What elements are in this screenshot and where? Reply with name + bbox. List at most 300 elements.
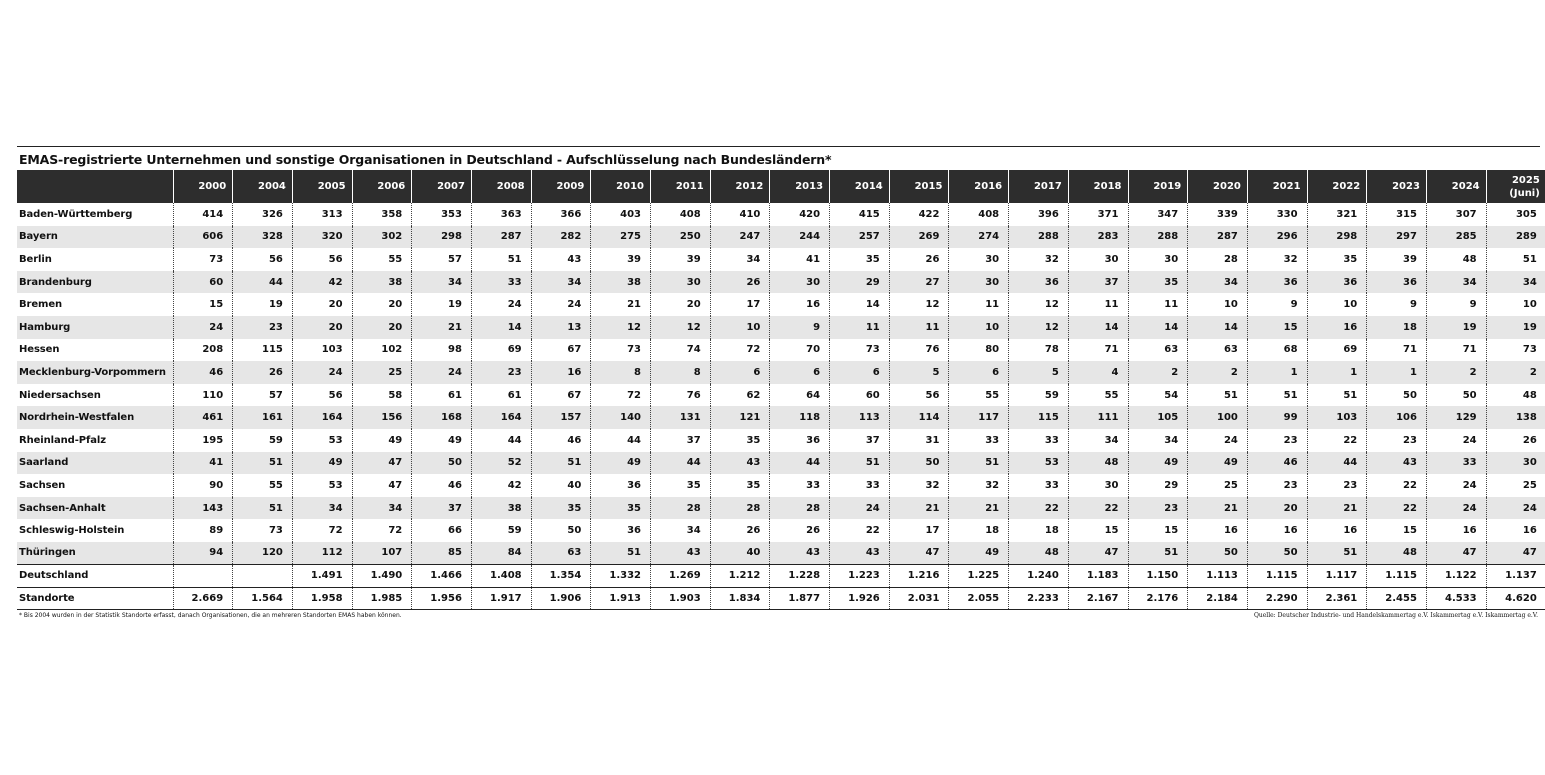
table-cell: 164: [471, 406, 531, 429]
table-cell: 14: [1188, 316, 1248, 339]
year-label: 2013: [795, 181, 824, 192]
table-cell: 51: [1307, 384, 1367, 407]
table-cell: 55: [233, 474, 293, 497]
header-cell-year: [352, 170, 412, 203]
table-cell: 20: [1247, 497, 1307, 520]
table-cell: 56: [292, 248, 352, 271]
table-cell: 60: [830, 384, 890, 407]
table-cell: 114: [889, 406, 949, 429]
table-cell: 46: [412, 474, 472, 497]
table-cell: 55: [352, 248, 412, 271]
table-row: [17, 406, 1545, 429]
table-cell: 353: [412, 203, 472, 226]
table-cell: 287: [471, 226, 531, 249]
table-cell: 29: [830, 271, 890, 294]
table-cell: 23: [1247, 474, 1307, 497]
table-cell: 36: [1367, 271, 1427, 294]
year-note: (Juni): [1509, 187, 1540, 199]
table-cell: 44: [1307, 452, 1367, 475]
table-cell: 37: [412, 497, 472, 520]
table-cell: 50: [889, 452, 949, 475]
table-cell: 1.113: [1188, 565, 1248, 588]
table-cell: 25: [352, 361, 412, 384]
header-cell-year: [770, 170, 830, 203]
table-cell: 46: [531, 429, 591, 452]
table-cell: 315: [1367, 203, 1427, 226]
row-label: Schleswig-Holstein: [19, 525, 125, 537]
table-row: [17, 226, 1545, 249]
table-cell: 34: [1128, 429, 1188, 452]
year-label: 2025: [1511, 174, 1540, 186]
table-cell: 298: [412, 226, 472, 249]
table-cell: 51: [830, 452, 890, 475]
table-cell: 49: [949, 542, 1009, 565]
table-cell: 51: [1307, 542, 1367, 565]
table-cell: 31: [889, 429, 949, 452]
table-cell: 313: [292, 203, 352, 226]
table-cell: 50: [412, 452, 472, 475]
table-cell: 36: [591, 474, 651, 497]
table-cell: 1: [1247, 361, 1307, 384]
table-cell: 403: [591, 203, 651, 226]
table-cell: 33: [471, 271, 531, 294]
table-cell: 33: [1009, 474, 1069, 497]
row-label: Rheinland-Pfalz: [19, 434, 106, 446]
table-cell: 12: [1009, 316, 1069, 339]
table-cell: 41: [770, 248, 830, 271]
table-row: [17, 361, 1545, 384]
table-cell: 285: [1426, 226, 1486, 249]
table-cell: 90: [173, 474, 233, 497]
table-cell: 14: [830, 293, 890, 316]
table-cell: 111: [1068, 406, 1128, 429]
year-label: 2019: [1153, 181, 1182, 192]
table-cell: 339: [1188, 203, 1248, 226]
table-cell: 20: [292, 316, 352, 339]
header-cell-year: [1426, 170, 1486, 203]
table-cell: 1.490: [352, 565, 412, 588]
table-row: [17, 339, 1545, 362]
table-cell: 2.455: [1367, 587, 1427, 610]
table-cell: 50: [1188, 542, 1248, 565]
table-cell: 23: [1367, 429, 1427, 452]
table-cell: 23: [1307, 474, 1367, 497]
table-cell: 112: [292, 542, 352, 565]
table-cell: 48: [1367, 542, 1427, 565]
table-cell: 62: [710, 384, 770, 407]
table-cell: 44: [770, 452, 830, 475]
table-cell: 24: [830, 497, 890, 520]
year-label: 2014: [854, 181, 883, 192]
table-cell: 24: [1426, 474, 1486, 497]
table-cell: 49: [352, 429, 412, 452]
table-cell: 44: [233, 271, 293, 294]
table-cell: 14: [1068, 316, 1128, 339]
table-cell: 24: [1188, 429, 1248, 452]
table-cell: 33: [949, 429, 1009, 452]
table-cell: 2.031: [889, 587, 949, 610]
row-label: Standorte: [17, 587, 173, 610]
table-cell: 34: [412, 271, 472, 294]
header-cell-year: [949, 170, 1009, 203]
table-cell: 28: [1188, 248, 1248, 271]
header-row: [17, 170, 1545, 203]
table-cell: 4.620: [1486, 587, 1545, 610]
table-cell: 287: [1188, 226, 1248, 249]
table-cell: 40: [531, 474, 591, 497]
table-cell: 296: [1247, 226, 1307, 249]
table-cell: 28: [770, 497, 830, 520]
table-cell: 26: [889, 248, 949, 271]
table-cell: 10: [949, 316, 1009, 339]
table-cell: 47: [1426, 542, 1486, 565]
table-cell: 32: [949, 474, 1009, 497]
table-cell: 1.332: [591, 565, 651, 588]
table-cell: 49: [1188, 452, 1248, 475]
table-cell: 4: [1068, 361, 1128, 384]
row-label: Sachsen-Anhalt: [17, 497, 173, 520]
table-cell: 48: [1426, 248, 1486, 271]
table-cell: 20: [651, 293, 711, 316]
table-cell: 15: [173, 293, 233, 316]
table-cell: 59: [233, 429, 293, 452]
table-cell: 143: [173, 497, 233, 520]
table-cell: 28: [710, 497, 770, 520]
header-cell-year: [233, 170, 293, 203]
table-cell: 24: [1486, 497, 1545, 520]
table-cell: 36: [1009, 271, 1069, 294]
table-cell: 298: [1307, 226, 1367, 249]
table-cell: 10: [1307, 293, 1367, 316]
table-cell: 19: [412, 293, 472, 316]
year-label: 2020: [1213, 181, 1241, 192]
table-row: [17, 293, 1545, 316]
table-cell: 72: [710, 339, 770, 362]
row-label: Niedersachsen: [19, 389, 101, 401]
table-cell: 34: [531, 271, 591, 294]
table-cell: 1.491: [292, 565, 352, 588]
row-label: Berlin: [19, 253, 52, 265]
table-row: [17, 384, 1545, 407]
table-row: [17, 587, 1545, 610]
table-cell: 1.212: [710, 565, 770, 588]
table-cell: 80: [949, 339, 1009, 362]
table-cell: 43: [651, 542, 711, 565]
table-cell: 22: [1367, 474, 1427, 497]
table-cell: 56: [233, 248, 293, 271]
table-cell: 30: [949, 248, 1009, 271]
emas-table: [17, 170, 1545, 610]
year-label: 2024: [1451, 181, 1480, 192]
table-cell: 68: [1247, 339, 1307, 362]
table-cell: 2: [1188, 361, 1248, 384]
header-cell-year: [1128, 170, 1188, 203]
table-cell: [173, 565, 233, 588]
table-cell: 37: [651, 429, 711, 452]
table-cell: 1.958: [292, 587, 352, 610]
table-cell: 19: [1426, 316, 1486, 339]
table-cell: 19: [1486, 316, 1545, 339]
table-cell: 56: [292, 384, 352, 407]
table-cell: 70: [770, 339, 830, 362]
table-cell: 25: [1486, 474, 1545, 497]
table-cell: 17: [889, 519, 949, 542]
table-cell: 69: [471, 339, 531, 362]
row-label: Bayern: [17, 226, 173, 249]
table-cell: 16: [1426, 519, 1486, 542]
table-row: [17, 248, 1545, 271]
table-cell: 18: [949, 519, 1009, 542]
year-label: 2022: [1332, 181, 1361, 192]
table-cell: 320: [292, 226, 352, 249]
year-label: 2017: [1033, 181, 1062, 192]
table-cell: 35: [830, 248, 890, 271]
table-cell: 84: [471, 542, 531, 565]
table-cell: 21: [1307, 497, 1367, 520]
table-cell: 38: [471, 497, 531, 520]
table-cell: 2.233: [1009, 587, 1069, 610]
header-cell-year: [651, 170, 711, 203]
table-cell: 6: [710, 361, 770, 384]
table-cell: 36: [1307, 271, 1367, 294]
table-cell: 72: [591, 384, 651, 407]
table-cell: 1.906: [531, 587, 591, 610]
row-label: Baden-Württemberg: [19, 208, 133, 220]
table-cell: 43: [710, 452, 770, 475]
table-cell: 16: [1486, 519, 1545, 542]
row-label: Brandenburg: [17, 271, 173, 294]
table-cell: 59: [1009, 384, 1069, 407]
table-cell: 358: [352, 203, 412, 226]
table-cell: 100: [1188, 406, 1248, 429]
table-cell: 305: [1486, 203, 1545, 226]
table-cell: 8: [591, 361, 651, 384]
table-cell: 19: [233, 293, 293, 316]
table-cell: 2.669: [173, 587, 233, 610]
table-cell: 1.913: [591, 587, 651, 610]
header-cell-year: [830, 170, 890, 203]
table-cell: 14: [1128, 316, 1188, 339]
year-label: 2010: [616, 181, 644, 192]
table-cell: 73: [830, 339, 890, 362]
header-cell-year: [1486, 170, 1545, 203]
table-cell: 12: [651, 316, 711, 339]
table-cell: 39: [591, 248, 651, 271]
table-cell: 22: [830, 519, 890, 542]
table-cell: 36: [770, 429, 830, 452]
table-cell: 32: [1247, 248, 1307, 271]
table-cell: 99: [1247, 406, 1307, 429]
table-cell: 58: [352, 384, 412, 407]
table-cell: 12: [1009, 293, 1069, 316]
table-cell: 1.466: [412, 565, 472, 588]
header-cell-year: [1307, 170, 1367, 203]
table-cell: 22: [1009, 497, 1069, 520]
table-footer: [17, 612, 1540, 624]
table-cell: 2: [1426, 361, 1486, 384]
table-cell: 107: [352, 542, 412, 565]
table-cell: 1.117: [1307, 565, 1367, 588]
table-cell: 44: [651, 452, 711, 475]
table-cell: 103: [1307, 406, 1367, 429]
table-cell: 33: [830, 474, 890, 497]
table-cell: 26: [233, 361, 293, 384]
table-cell: 47: [352, 474, 412, 497]
table-cell: 1.564: [233, 587, 293, 610]
row-label: Bremen: [19, 299, 63, 311]
table-cell: 51: [1486, 248, 1545, 271]
table-cell: 15: [1367, 519, 1427, 542]
table-cell: 98: [412, 339, 472, 362]
table-cell: 1.269: [651, 565, 711, 588]
table-cell: 408: [949, 203, 1009, 226]
table-cell: 2: [1486, 361, 1545, 384]
table-cell: 1.223: [830, 565, 890, 588]
table-cell: 51: [1188, 384, 1248, 407]
table-cell: 60: [173, 271, 233, 294]
table-cell: 9: [1247, 293, 1307, 316]
table-cell: 1.408: [471, 565, 531, 588]
table-row: [17, 474, 1545, 497]
table-cell: 49: [1128, 452, 1188, 475]
table-cell: 49: [292, 452, 352, 475]
table-cell: 30: [651, 271, 711, 294]
table-cell: 328: [233, 226, 293, 249]
table-cell: 47: [352, 452, 412, 475]
table-cell: 330: [1247, 203, 1307, 226]
table-cell: 44: [471, 429, 531, 452]
table-cell: 2: [1128, 361, 1188, 384]
header-cell-year: [1009, 170, 1069, 203]
table-cell: 73: [233, 519, 293, 542]
year-label: 2008: [496, 181, 525, 192]
table-cell: 49: [591, 452, 651, 475]
table-cell: 307: [1426, 203, 1486, 226]
row-label: Deutschland: [17, 565, 173, 588]
table-cell: 18: [1367, 316, 1427, 339]
table-cell: 103: [292, 339, 352, 362]
header-cell-year: [889, 170, 949, 203]
table-cell: 2.184: [1188, 587, 1248, 610]
table-cell: 420: [770, 203, 830, 226]
table-cell: 21: [949, 497, 1009, 520]
table-cell: 74: [651, 339, 711, 362]
year-label: 2011: [675, 181, 704, 192]
year-label: 2000: [198, 181, 227, 192]
table-cell: 14: [471, 316, 531, 339]
table-cell: 2.361: [1307, 587, 1367, 610]
table-cell: 22: [1307, 429, 1367, 452]
row-label: Mecklenburg-Vorpommern: [17, 361, 173, 384]
table-cell: 106: [1367, 406, 1427, 429]
table-cell: 157: [531, 406, 591, 429]
table-cell: 51: [1247, 384, 1307, 407]
table-cell: 12: [889, 293, 949, 316]
table-cell: 102: [352, 339, 412, 362]
year-label: 2004: [258, 181, 286, 192]
table-row: [17, 452, 1545, 475]
table-cell: 21: [591, 293, 651, 316]
source-note: Quelle: Deutscher Industrie- und Handelskammertag e.V. Iskammertag e.V. Iskammertag e.V.: [1253, 612, 1538, 620]
table-row: [17, 519, 1545, 542]
table-cell: 34: [1426, 271, 1486, 294]
table-cell: 56: [889, 384, 949, 407]
table-cell: 73: [1486, 339, 1545, 362]
table-cell: 16: [1247, 519, 1307, 542]
table-cell: 51: [233, 497, 293, 520]
table-cell: 366: [531, 203, 591, 226]
table-cell: 35: [710, 474, 770, 497]
table-cell: 24: [173, 316, 233, 339]
table-cell: 10: [710, 316, 770, 339]
table-cell: 57: [412, 248, 472, 271]
table-cell: 42: [292, 271, 352, 294]
table-cell: 1.228: [770, 565, 830, 588]
table-cell: 51: [591, 542, 651, 565]
table-cell: 76: [889, 339, 949, 362]
table-cell: 363: [471, 203, 531, 226]
table-cell: 33: [770, 474, 830, 497]
year-label: 2023: [1392, 181, 1420, 192]
table-cell: 34: [1486, 271, 1545, 294]
table-cell: 35: [1307, 248, 1367, 271]
table-cell: 16: [1307, 316, 1367, 339]
table-cell: 16: [531, 361, 591, 384]
table-cell: 11: [1128, 293, 1188, 316]
table-cell: 44: [591, 429, 651, 452]
table-cell: 321: [1307, 203, 1367, 226]
table-cell: 24: [471, 293, 531, 316]
table-cell: 57: [233, 384, 293, 407]
table-cell: 115: [233, 339, 293, 362]
table-cell: 21: [1188, 497, 1248, 520]
table-cell: 2.176: [1128, 587, 1188, 610]
table-cell: 30: [1128, 248, 1188, 271]
table-cell: 118: [770, 406, 830, 429]
table-cell: 50: [1426, 384, 1486, 407]
table-cell: 21: [889, 497, 949, 520]
table-cell: 1.122: [1426, 565, 1486, 588]
table-cell: 1.216: [889, 565, 949, 588]
table-cell: 4.533: [1426, 587, 1486, 610]
table-cell: 48: [1486, 384, 1545, 407]
table-cell: 37: [830, 429, 890, 452]
table-cell: 53: [1009, 452, 1069, 475]
table-cell: 2.055: [949, 587, 1009, 610]
table-cell: 63: [1188, 339, 1248, 362]
table-cell: 35: [710, 429, 770, 452]
table-cell: 61: [412, 384, 472, 407]
table-cell: 51: [471, 248, 531, 271]
table-cell: 326: [233, 203, 293, 226]
table-cell: 94: [173, 542, 233, 565]
header-cell-year: [292, 170, 352, 203]
year-label: 2021: [1272, 181, 1301, 192]
table-cell: 38: [352, 271, 412, 294]
table-cell: 50: [1247, 542, 1307, 565]
table-cell: 195: [173, 429, 233, 452]
table-cell: 34: [1188, 271, 1248, 294]
table-cell: 1.956: [412, 587, 472, 610]
table-cell: 26: [710, 519, 770, 542]
table-cell: 30: [949, 271, 1009, 294]
table-cell: 11: [889, 316, 949, 339]
table-cell: 15: [1068, 519, 1128, 542]
table-cell: 23: [1247, 429, 1307, 452]
table-cell: 16: [1307, 519, 1367, 542]
table-cell: 35: [531, 497, 591, 520]
table-row: [17, 497, 1545, 520]
